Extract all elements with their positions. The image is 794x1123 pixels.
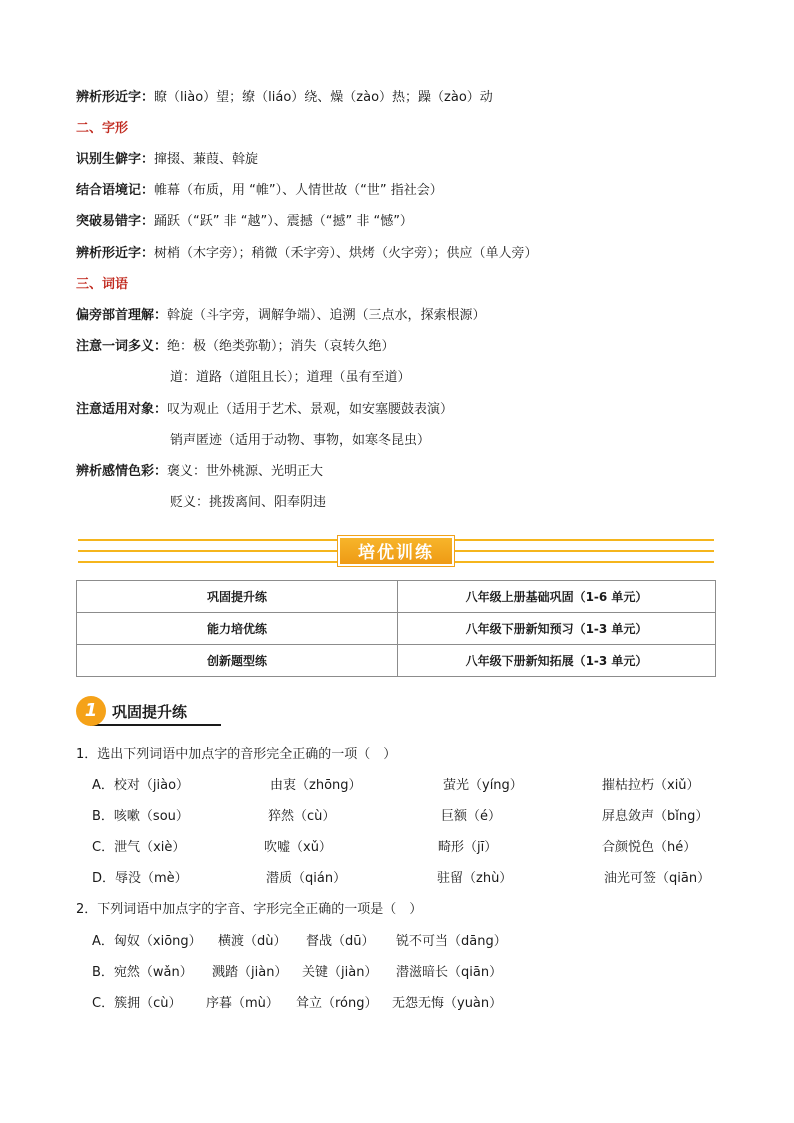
list-item bbox=[76, 212, 413, 232]
section-title-ciyu: 三、词语 bbox=[76, 277, 129, 292]
option: 萤光（yíng） bbox=[443, 778, 523, 793]
item-text: 撺掇、蒹葭、斡旋 bbox=[154, 152, 259, 167]
item-label: 辨析感情色彩： bbox=[76, 464, 168, 479]
option: 序暮（mù） bbox=[206, 996, 279, 1011]
option: 溅踏（jiàn） bbox=[212, 965, 288, 980]
table-row bbox=[77, 613, 716, 645]
list-item bbox=[170, 431, 430, 451]
table-row bbox=[77, 581, 716, 613]
item-label: 结合语境记： bbox=[76, 183, 155, 198]
option: A．匈奴（xiōng） bbox=[92, 934, 202, 949]
item-label: 注意一词多义： bbox=[76, 339, 168, 354]
list-item bbox=[76, 306, 486, 326]
item-label: 辨析形近字： bbox=[76, 246, 155, 261]
item-label: 识别生僻字： bbox=[76, 152, 155, 167]
item-text: 褒义：世外桃源、光明正大 bbox=[167, 464, 324, 479]
option: B．咳嗽（sou） bbox=[92, 809, 189, 824]
option: 摧枯拉朽（xiǔ） bbox=[602, 778, 700, 793]
item-label: 突破易错字： bbox=[76, 214, 155, 229]
option: 无怨无悔（yuàn） bbox=[392, 996, 503, 1011]
list-item bbox=[76, 337, 395, 357]
section-label: 巩固提升练 bbox=[112, 703, 188, 721]
option: 猝然（cù） bbox=[268, 809, 336, 824]
option: 由衷（zhōng） bbox=[270, 778, 362, 793]
item-text: 树梢（木字旁）；稍微（禾字旁）、烘烤（火字旁）；供应（单人旁） bbox=[154, 246, 538, 261]
item-text: 叹为观止（适用于艺术、景观，如安塞腰鼓表演） bbox=[167, 402, 454, 417]
table-cell: 能力培优练 bbox=[77, 613, 398, 645]
plan-table bbox=[76, 580, 716, 677]
question-stem: 1．选出下列词语中加点字的音形完全正确的一项（ ） bbox=[76, 747, 397, 762]
item-text: 踊跃（“跃” 非 “越”）、震撼（“撼” 非 “憾”） bbox=[154, 214, 413, 229]
list-item bbox=[170, 493, 326, 513]
list-item bbox=[76, 462, 323, 482]
table-cell: 八年级下册新知预习（1-3 单元） bbox=[398, 613, 716, 645]
option: 巨额（é） bbox=[441, 809, 501, 824]
question-stem: 2．下列词语中加点字的字音、字形完全正确的一项是（ ） bbox=[76, 902, 423, 917]
option: 油光可签（qiān） bbox=[604, 871, 711, 886]
header-underline bbox=[90, 724, 221, 726]
option: 关键（jiàn） bbox=[302, 965, 378, 980]
option: A．校对（jiào） bbox=[92, 778, 190, 793]
training-banner bbox=[78, 536, 714, 566]
list-item bbox=[76, 150, 258, 170]
banner-title: 培优训练 bbox=[338, 536, 454, 566]
option: 潜滋暗长（qiān） bbox=[396, 965, 503, 980]
option: B．宛然（wǎn） bbox=[92, 965, 193, 980]
section-number-badge: 1 bbox=[76, 696, 106, 726]
item-label: 偏旁部首理解： bbox=[76, 308, 168, 323]
list-item bbox=[170, 368, 411, 388]
table-row bbox=[77, 645, 716, 677]
item-label: 注意适用对象： bbox=[76, 402, 168, 417]
option: D．辱没（mè） bbox=[92, 871, 188, 886]
section-header-1 bbox=[76, 696, 221, 726]
item-text: 绝：极（绝类弥勒）；消失（哀转久绝） bbox=[167, 339, 395, 354]
option: 督战（dū） bbox=[306, 934, 375, 949]
option: 屏息敛声（bǐng） bbox=[602, 809, 709, 824]
option: 合颜悦色（hé） bbox=[602, 840, 697, 855]
item-text: 斡旋（斗字旁，调解争端）、追溯（三点水，探索根源） bbox=[167, 308, 486, 323]
table-cell: 八年级上册基础巩固（1-6 单元） bbox=[398, 581, 716, 613]
table-cell: 创新题型练 bbox=[77, 645, 398, 677]
table-cell: 巩固提升练 bbox=[77, 581, 398, 613]
table-cell: 八年级下册新知拓展（1-3 单元） bbox=[398, 645, 716, 677]
item-label: 辨析形近字： bbox=[76, 90, 155, 105]
item-text: 瞭（liào）望；缭（liáo）绕、燥（zào）热；躁（zào）动 bbox=[154, 90, 493, 105]
option: 吹嘘（xǔ） bbox=[264, 840, 332, 855]
top-line bbox=[76, 88, 493, 108]
item-text: 帷幕（布质，用 “帷”）、人情世故（“世” 指社会） bbox=[154, 183, 443, 198]
option: C．泄气（xiè） bbox=[92, 840, 186, 855]
item-text: 道：道路（道阻且长）；道理（虽有至道） bbox=[170, 370, 411, 385]
list-item bbox=[76, 181, 443, 201]
item-text: 销声匿迹（适用于动物、事物，如寒冬昆虫） bbox=[170, 433, 431, 448]
list-item bbox=[76, 244, 538, 264]
section-title-zixing: 二、字形 bbox=[76, 121, 129, 136]
option: 锐不可当（dāng） bbox=[396, 934, 507, 949]
list-item bbox=[76, 400, 453, 420]
option: 潜质（qián） bbox=[266, 871, 347, 886]
item-text: 贬义：挑拨离间、阳奉阴违 bbox=[170, 495, 327, 510]
option: 横渡（dù） bbox=[218, 934, 287, 949]
option: 耸立（róng） bbox=[296, 996, 378, 1011]
option: 驻留（zhù） bbox=[437, 871, 513, 886]
option: 畸形（jī） bbox=[438, 840, 498, 855]
option: C．簇拥（cù） bbox=[92, 996, 182, 1011]
